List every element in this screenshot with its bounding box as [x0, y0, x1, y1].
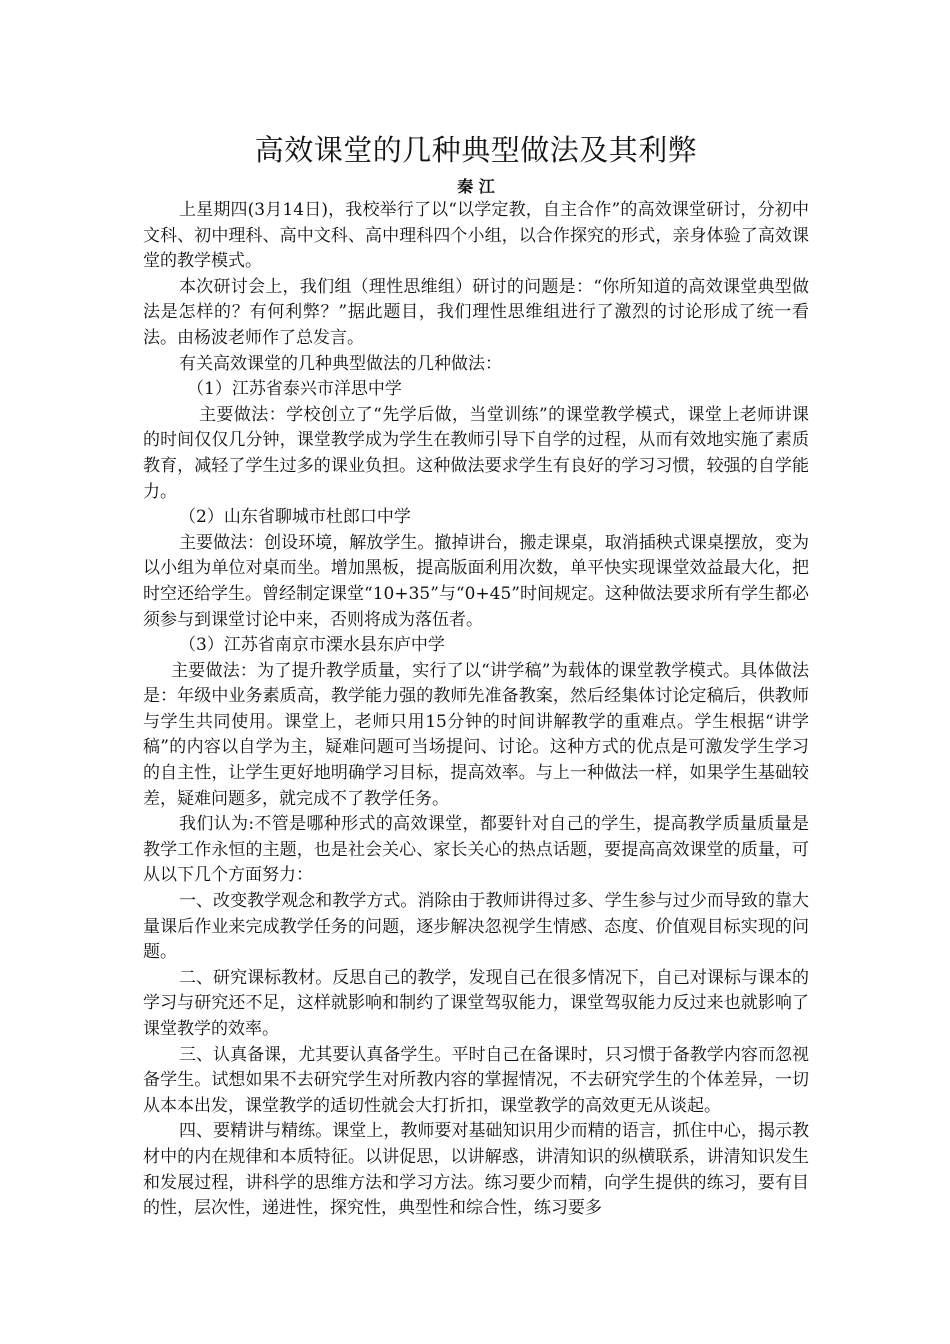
paragraph-methods-heading: 有关高效课堂的几种典型做法的几种做法： — [179, 353, 502, 374]
document-title: 高效课堂的几种典型做法及其利弊 — [254, 133, 698, 167]
paragraph-intro: 上星期四(3月14日)，我校举行了以“以学定教，自主合作”的高效课堂研讨，分初中文科、初中理科、高中文科、高中理科四个小组，以合作探究的形式，亲身体验了高效课堂的教学模式。 — [143, 200, 809, 272]
case-body-dulangkou: 主要做法：创设环境，解放学生。撤掉讲台，搬走课桌，取消插秧式课桌摆放，变为以小组为单位对桌而坐。增加黑板，提高版面利用次数，单平快实现课堂效益最大化，把时空还给学生。曾经制定课堂“10+35”与“0+45”时间规定。这种做法要求所有学生都必须参与到课堂讨论中来，否则将成为落伍者。 — [143, 532, 809, 630]
case-heading-yangsi: （1）江苏省泰兴市洋思中学 — [187, 379, 402, 400]
point-three: 三、认真备课，尤其要认真备学生。平时自己在备课时，只习惯于备教学内容而忽视备学生。试想如果不去研究学生对所教内容的掌握情况，不去研究学生的个体差异，一切从本本出发，课堂教学的适切性就会大打折扣，课堂教学的高效更无从谈起。 — [143, 1044, 809, 1116]
case-body-donglu: 主要做法：为了提升教学质量，实行了以“讲学稿”为载体的课堂教学模式。具体做法是：年级中业务素质高，教学能力强的教师先准备教案，然后经集体讨论定稿后，供教师与学生共同使用。课堂上，老师只用15分钟的时间讲解教学的重难点。学生根据“讲学稿”的内容以自学为主，疑难问题可当场提问、讨论。这种方式的优点是可激发学生学习的自主性，让学生更好地明确学习目标，提高效率。与上一种做法一样，如果学生基础较差，疑难问题多，就完成不了教学任务。 — [143, 660, 809, 809]
point-four: 四、要精讲与精练。课堂上，教师要对基础知识用少而精的语言，抓住中心，揭示教材中的内在规律和本质特征。以讲促思，以讲解惑，讲清知识的纵横联系，讲清知识发生和发展过程，讲科学的思维方法和学习方法。练习要少而精，向学生提供的练习，要有目的性，层次性，递进性，探究性，典型性和综合性，练习要多 — [143, 1121, 809, 1219]
document-author: 秦 江 — [457, 177, 495, 196]
document-page — [143, 128, 809, 1222]
case-heading-donglu: （3）江苏省南京市溧水县东庐中学 — [179, 635, 445, 656]
case-heading-dulangkou: （2）山东省聊城市杜郎口中学 — [179, 507, 411, 528]
point-two: 二、研究课标教材。反思自己的教学，发现自己在很多情况下，自己对课标与课本的学习与研究还不足，这样就影响和制约了课堂驾驭能力，课堂驾驭能力反过来也就影响了课堂教学的效率。 — [143, 967, 809, 1039]
paragraph-discussion: 本次研讨会上，我们组（理性思维组）研讨的问题是：“你所知道的高效课堂典型做法是怎样的？有何利弊？”据此题目，我们理性思维组进行了激烈的讨论形成了统一看法。由杨波老师作了总发言。 — [143, 276, 809, 348]
point-one: 一、改变教学观念和教学方式。消除由于教师讲得过多、学生参与过少而导致的靠大量课后作业来完成教学任务的问题，逐步解决忽视学生情感、态度、价值观目标实现的问题。 — [143, 891, 809, 963]
case-body-yangsi: 主要做法：学校创立了“先学后做，当堂训练”的课堂教学模式，课堂上老师讲课的时间仅仅几分钟，课堂教学成为学生在教师引导下自学的过程，从而有效地实施了素质教育，减轻了学生过多的课业负担。这种做法要求学生有良好的学习习惯，较强的自学能力。 — [143, 404, 809, 502]
paragraph-opinion: 我们认为:不管是哪种形式的高效课堂，都要针对自己的学生，提高教学质量质量是教学工作永恒的主题，也是社会关心、家长关心的热点话题，要提高高效课堂的质量，可从以下几个方面努力： — [143, 814, 809, 886]
